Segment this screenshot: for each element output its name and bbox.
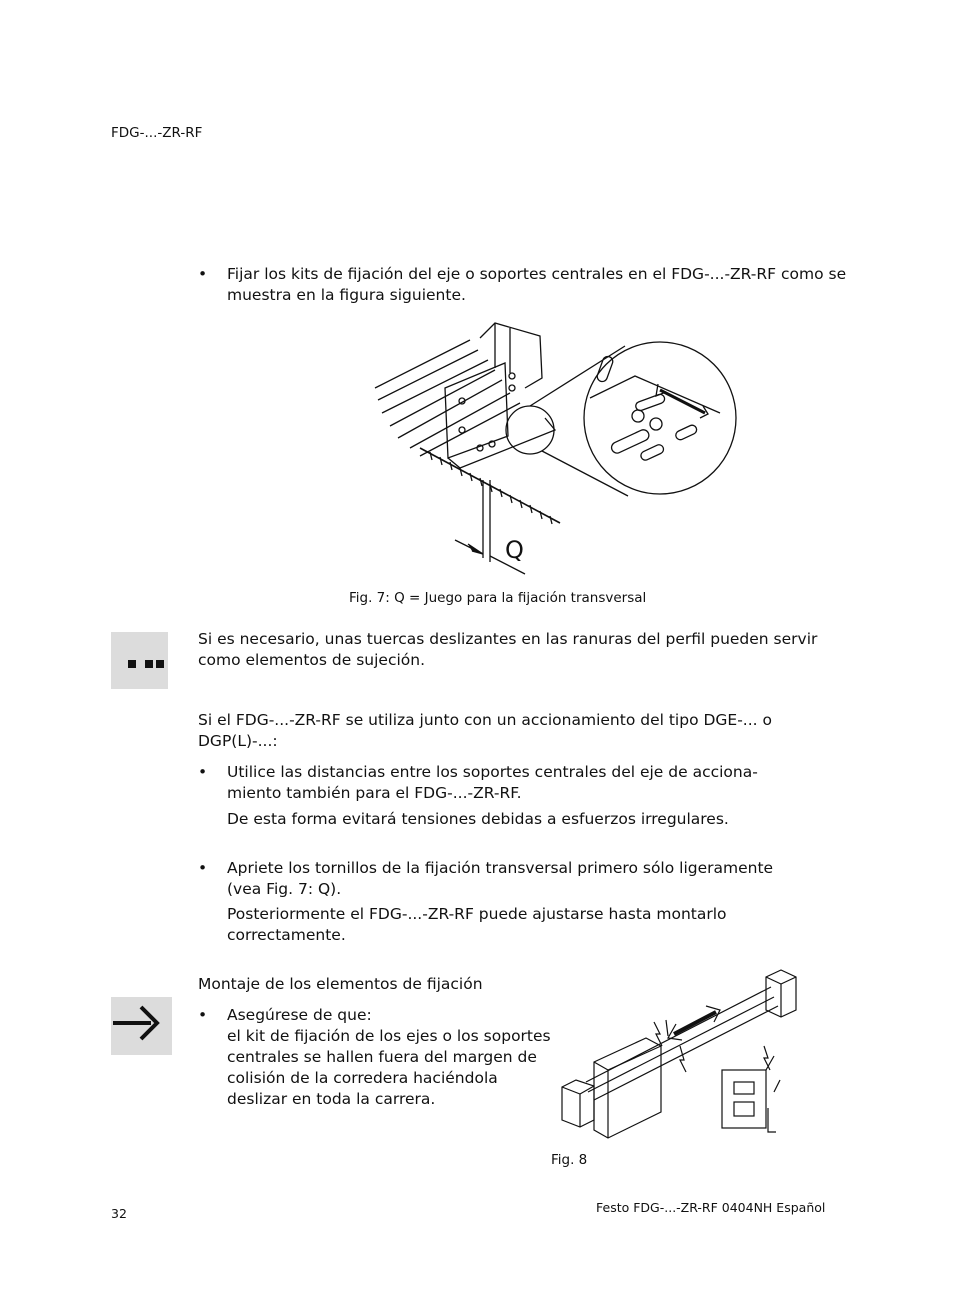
dge-paragraph bbox=[198, 710, 772, 752]
figure-7-caption: Fig. 7: Q = Juego para la fijación transversal bbox=[349, 590, 647, 606]
bullet-screws-line-1: Apriete los tornillos de la fijación transversal primero sólo ligeramente bbox=[227, 859, 774, 877]
intro-bullet-line-2: muestra en la figura siguiente. bbox=[227, 286, 466, 304]
figure-7-cross-mounting-drawing bbox=[360, 318, 750, 580]
bullet-distances-line-2: miento también para el FDG-...-ZR-RF. bbox=[227, 784, 522, 802]
mounting-line-3: centrales se hallen fuera del margen de bbox=[227, 1048, 537, 1066]
footer-doc-info: Festo FDG-...-ZR-RF 0404NH Español bbox=[596, 1200, 826, 1215]
intro-bullet-text bbox=[227, 264, 846, 306]
arrow-right-icon bbox=[111, 997, 172, 1055]
mounting-line-4: colisión de la corredera haciéndola bbox=[227, 1069, 498, 1087]
bullet-marker: • bbox=[198, 1006, 208, 1024]
figure-7-q-label: Q bbox=[505, 536, 524, 564]
bullet-screws-followup bbox=[227, 904, 727, 946]
note-line-1: Si es necesario, unas tuercas deslizantes en las ranuras del perfil pueden servir bbox=[198, 630, 818, 648]
bullet-marker: • bbox=[198, 859, 208, 877]
note-text bbox=[198, 629, 817, 671]
action-arrow-box bbox=[111, 997, 172, 1055]
bullet-screws-line-2: (vea Fig. 7: Q). bbox=[227, 880, 342, 898]
dge-line-1: Si el FDG-...-ZR-RF se utiliza junto con un accionamiento del tipo DGE-... o bbox=[198, 711, 772, 729]
bullet-distances-line-1: Utilice las distancias entre los soportes centrales del eje de acciona- bbox=[227, 763, 758, 781]
bullet-distances-followup: De esta forma evitará tensiones debidas a esfuerzos irregulares. bbox=[227, 810, 729, 828]
bullet-screws-followup-line-2: correctamente. bbox=[227, 926, 346, 944]
mounting-heading: Montaje de los elementos de fijación bbox=[198, 975, 483, 993]
dge-line-2: DGP(L)-...: bbox=[198, 732, 278, 750]
page-header-title: FDG-...-ZR-RF bbox=[111, 125, 203, 141]
figure-8-slide-collision-drawing bbox=[556, 962, 801, 1142]
bullet-marker: • bbox=[198, 265, 208, 283]
bullet-screws-followup-line-1: Posteriormente el FDG-...-ZR-RF puede ajustarse hasta montarlo bbox=[227, 905, 727, 923]
intro-bullet-line-1: Fijar los kits de fijación del eje o soportes centrales en el FDG-...-ZR-RF como se bbox=[227, 265, 847, 283]
mounting-line-1: Asegúrese de que: bbox=[227, 1006, 372, 1024]
note-line-2: como elementos de sujeción. bbox=[198, 651, 426, 669]
mounting-line-2: el kit de fijación de los ejes o los soportes bbox=[227, 1027, 551, 1045]
bullet-screws-text bbox=[227, 858, 773, 900]
bullet-marker: • bbox=[198, 763, 208, 781]
bullet-distances-text bbox=[227, 762, 758, 804]
mounting-bullet-text bbox=[227, 1005, 551, 1110]
figure-8-caption: Fig. 8 bbox=[551, 1152, 588, 1168]
ellipsis-icon bbox=[111, 632, 168, 689]
page-number: 32 bbox=[111, 1206, 127, 1221]
note-icon bbox=[111, 632, 168, 689]
mounting-line-5: deslizar en toda la carrera. bbox=[227, 1090, 436, 1108]
